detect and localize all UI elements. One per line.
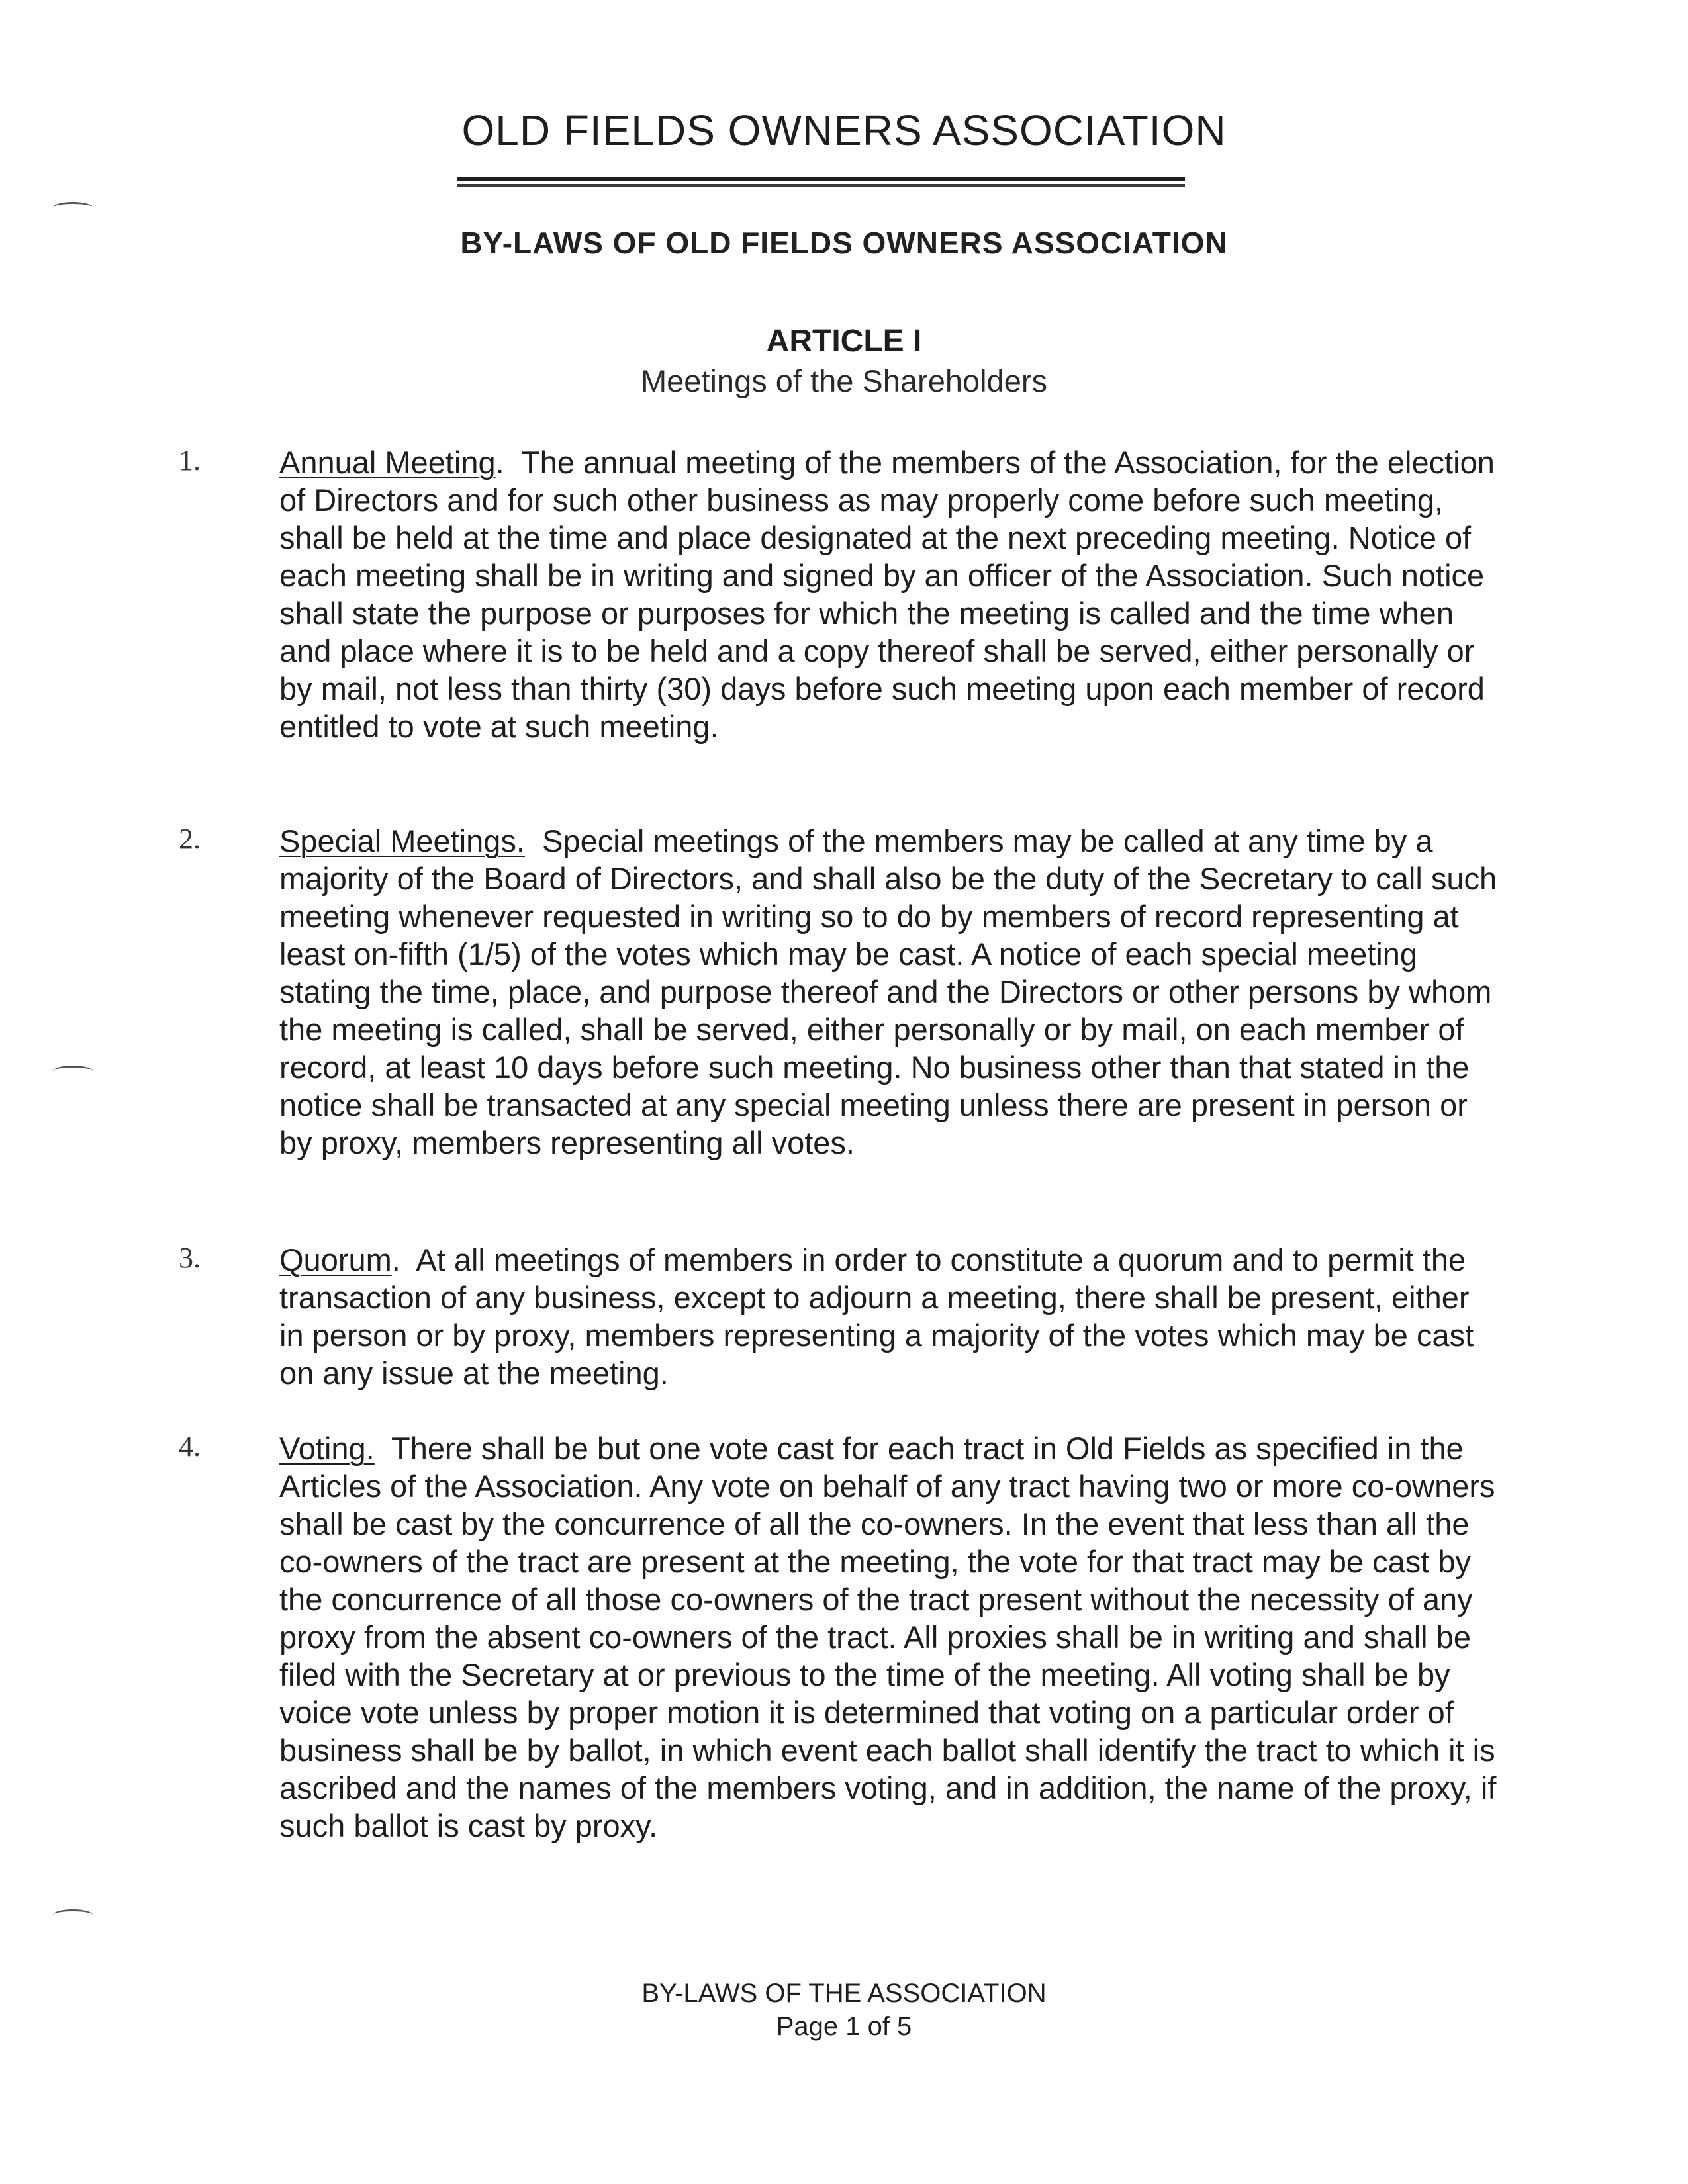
section-text: Special meetings of the members may be called at any time by a majority of the Board of Directors, and shall also be the duty of the Secretary to call such meeting whenever requested in writing so to do by members of record representing at least on-fifth (1/5) of the votes which may be cast. A notice of each special meeting stating the time, place, and purpose thereof and the Directors or other persons by whom the meeting is called, shall be served, either personally or by mail, on each member of record, at least 10 days before such meeting. No business other than that stated in the notice shall be transacted at any special meeting unless there are present in person or by proxy, members representing all votes. xyxy=(279,823,1497,1160)
section-body xyxy=(279,1241,1497,1392)
punch-hole-mark xyxy=(53,1066,93,1077)
section-heading: Voting. xyxy=(279,1431,375,1466)
section-heading: Quorum xyxy=(279,1242,392,1277)
section-heading: Special Meetings. xyxy=(279,823,525,858)
article-heading: ARTICLE I xyxy=(766,324,922,359)
section-body xyxy=(279,443,1497,745)
title-divider xyxy=(457,177,1185,187)
section-text: There shall be but one vote cast for each tract in Old Fields as specified in the Articles of the Association. Any vote on behalf of any tract having two or more co-owners shall be cast by the concurrence of all the co-owners. In the event that less than all the co-owners of the tract are present at the meeting, the vote for that tract may be cast by the concurrence of all those co-owners of the tract present without the necessity of any proxy from the absent co-owners of the tract. All proxies shall be in writing and shall be filed with the Secretary at or previous to the time of the meeting. All voting shall be by voice vote unless by proper motion it is determined that voting on a particular order of business shall be by ballot, in which event each ballot shall identify the tract to which it is ascribed and the names of the members voting, and in addition, the name of the proxy, if such ballot is cast by proxy. xyxy=(279,1431,1497,1843)
footer-page-number: Page 1 of 5 xyxy=(776,2012,912,2041)
section-body xyxy=(279,822,1497,1161)
document-title: OLD FIELDS OWNERS ASSOCIATION xyxy=(461,107,1227,154)
section-heading-punct: . xyxy=(495,445,504,480)
document-subtitle: BY-LAWS OF OLD FIELDS OWNERS ASSOCIATION xyxy=(460,226,1228,260)
section-text: At all meetings of members in order to constitute a quorum and to permit the transaction of any business, except to adjourn a meeting, there shall be present, either in person or by proxy, members representing a majority of the votes which may be cast on any issue at the meeting. xyxy=(279,1242,1474,1390)
section-body xyxy=(279,1430,1497,1844)
section-number: 3. xyxy=(179,1242,201,1274)
section-text: The annual meeting of the members of the Association, for the election of Directors and for such other business as may properly come before such meeting, shall be held at the time and place designated at the next preceding meeting. Notice of each meeting shall be in writing and signed by an officer of the Association. Such notice shall state the purpose or purposes for which the meeting is called and the time when and place where it is to be held and a copy thereof shall be served, either personally or by mail, not less than thirty (30) days before such meeting upon each member of record entitled to vote at such meeting. xyxy=(279,445,1495,744)
section-number: 4. xyxy=(179,1430,201,1463)
section-number: 2. xyxy=(179,823,201,855)
footer-title: BY-LAWS OF THE ASSOCIATION xyxy=(641,1979,1047,2008)
section-heading: Annual Meeting xyxy=(279,445,496,480)
punch-hole-mark xyxy=(53,202,93,213)
section-number: 1. xyxy=(179,444,201,477)
punch-hole-mark xyxy=(53,1909,93,1921)
section-heading-punct: . xyxy=(391,1242,400,1277)
article-subheading: Meetings of the Shareholders xyxy=(641,363,1047,398)
